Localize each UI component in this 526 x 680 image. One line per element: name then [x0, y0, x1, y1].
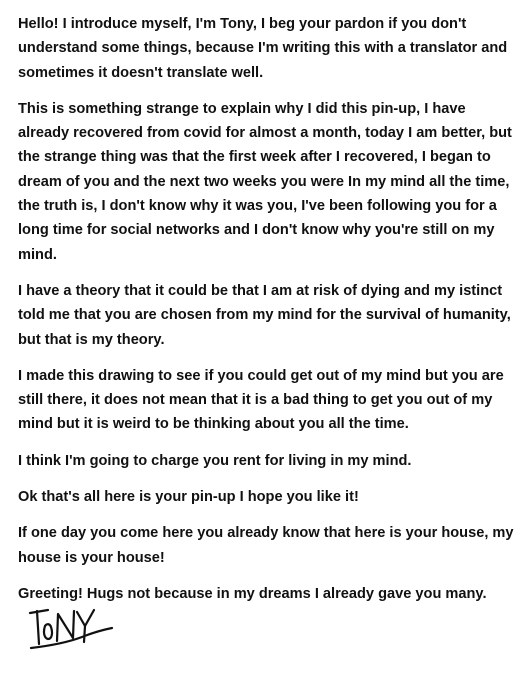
letter-body — [18, 12, 514, 618]
signature-mark — [28, 604, 114, 654]
paragraph-theory: I have a theory that it could be that I am at risk of dying and my istinct told me that you are chosen from my mind for the survival of humanity, but that is my theory. — [18, 282, 511, 348]
paragraph-greeting: Greeting! Hugs not because in my dreams I already gave you many. — [18, 585, 487, 602]
paragraph-drawing: I made this drawing to see if you could get out of my mind but you are still there, it does not mean that it is a bad thing to get you out of my mind but it is weird to be thinking about you all the time. — [18, 367, 504, 433]
signature — [28, 604, 114, 654]
paragraph-pin-up: Ok that's all here is your pin-up I hope you like it! — [18, 489, 359, 506]
paragraph-introduction: Hello! I introduce myself, I'm Tony, I beg your pardon if you don't understand some things, because I'm writing this with a translator and sometimes it doesn't translate well. — [18, 16, 508, 81]
paragraph-explanation: This is something strange to explain why I did this pin-up, I have already recovered from covid for almost a month, today I am better, but the strange thing was that the first week after I recovered, I began to dream of you and the next two weeks you were In my mind all the time, the truth is, I don't know why it was you, I've been following you for a long time for social networks and I don't know why you're still on my mind. — [18, 100, 512, 263]
paragraph-house: If one day you come here you already know that here is your house, my house is your house! — [18, 525, 514, 566]
paragraph-rent: I think I'm going to charge you rent for living in my mind. — [18, 452, 412, 469]
